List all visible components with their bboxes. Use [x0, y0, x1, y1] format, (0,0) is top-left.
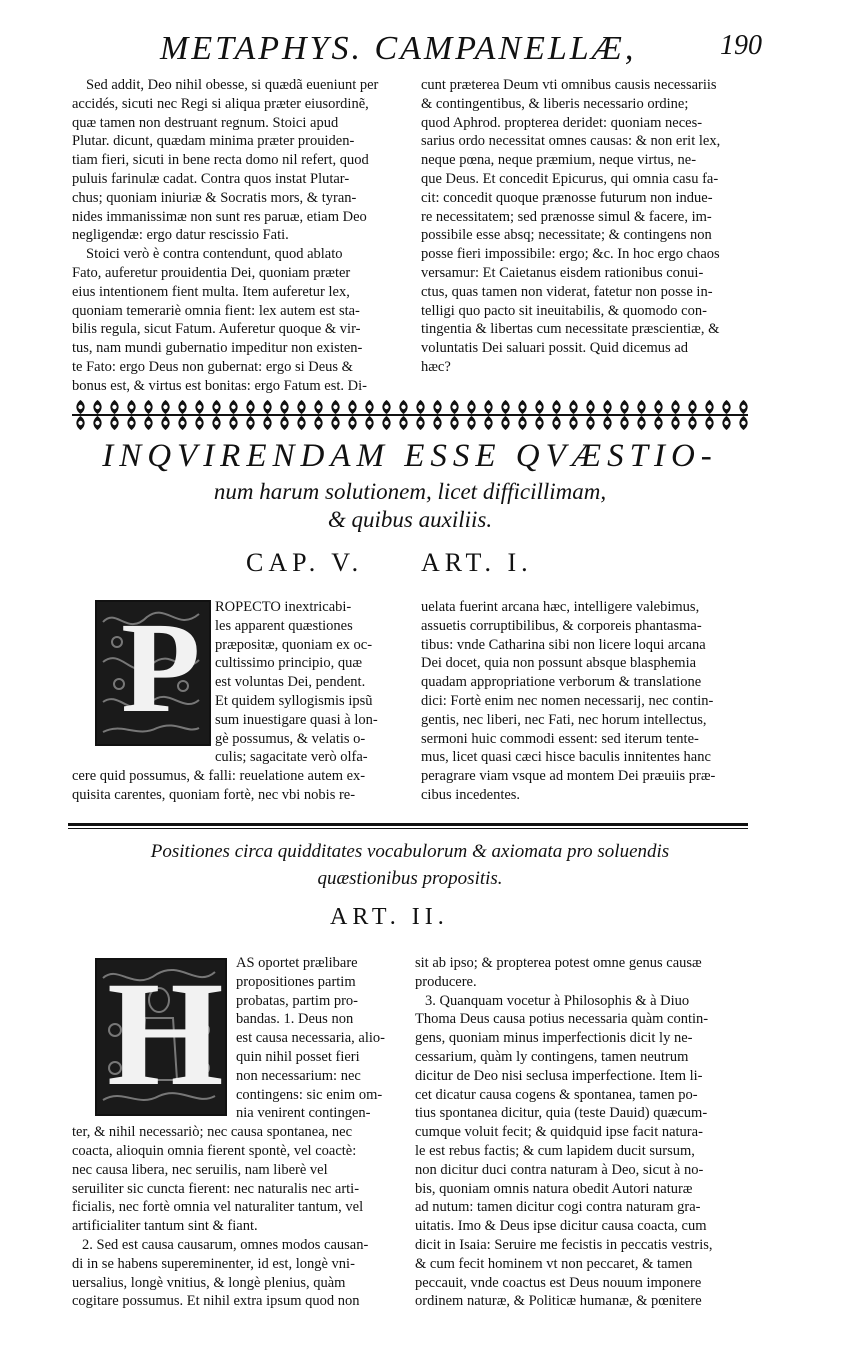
text-line: versamur: Et Caietanus eisdem rationibus conui-	[421, 264, 704, 281]
text-line: artificialiter tantum sint & fiant.	[72, 1218, 258, 1235]
text-line: præpositæ, quoniam ex oc-	[215, 636, 373, 653]
text-line: producere.	[415, 973, 477, 990]
text-line: eius intentionem fient multa. Item auferetur lex,	[72, 283, 350, 300]
text-line: bandas. 1. Deus non	[236, 1011, 354, 1028]
ornament-pattern	[72, 398, 748, 432]
text-line: dicit in Isaia: Seruire me fecistis in peccatis vestris,	[415, 1236, 713, 1253]
text-line: bonus est, & virtus est bonitas: ergo Fatum est. Di-	[72, 377, 367, 394]
text-line: tingentia & libertas cum necessitate præscientiæ, &	[421, 321, 720, 338]
text-line: Sed addit, Deo nihil obesse, si quædã eueniunt per	[86, 77, 379, 93]
text-line: ctus, quas tamen non viderat, fatetur non posse in-	[421, 283, 713, 300]
text-line: Stoici verò è contra contendunt, quod ablato	[86, 246, 343, 263]
text-line: tibus: vnde Catharina sibi non licere loqui arcana	[421, 636, 706, 653]
text-line: culis; sagacitate verò olfa-	[215, 749, 368, 766]
text-line: tius spontanea dicitur, quia (teste Dauid) quæcum-	[415, 1105, 708, 1122]
text-line: coacta, alioquin omnia fierent spontè, vel coactè:	[72, 1142, 357, 1159]
text-line: puluis farinulæ cadat. Contra quos instat Plutar-	[72, 170, 350, 187]
art2-title-line1: Positiones circa quidditates vocabulorum & axiomata pro soluendis	[150, 841, 670, 862]
text-line: gens, quoniam minus imperfectionis dicit ly ne-	[415, 1030, 693, 1047]
text-line: 3. Quanquam vocetur à Philosophis & à Diuo	[425, 992, 690, 1009]
text-line: cumque voluit fecit; & quidquid ipse facit natura-	[415, 1124, 703, 1141]
text-line: ad nutum: tamen dicitur cogi contra naturam gra-	[415, 1199, 701, 1216]
cap-label: CAP. V.	[246, 548, 364, 577]
text-line: di in se habens supereminenter, id est, longè vni-	[72, 1255, 355, 1272]
text-line: Fato, auferetur prouidentia Dei, quoniam præter	[72, 264, 351, 281]
text-line: gè possumus, & velatis o-	[215, 730, 366, 747]
text-line: chus; quoniam iniuriæ & Socratis mors, & tyran-	[72, 189, 357, 206]
text-line: & cum fecit hominem vt non peccaret, & tamen	[415, 1255, 693, 1272]
text-line: uersalius, longè vnitius, & longè plenius, quàm	[72, 1274, 346, 1291]
text-line: posse fieri impossibile: ergo; &c. In hoc ergo chaos	[421, 246, 720, 263]
text-line: cit: concedit quoque prænosse futurum non indue-	[421, 189, 713, 206]
text-line: nides immanissimæ non sunt res paruæ, etiam Deo	[72, 208, 367, 225]
chapter-subtitle-line1: num harum solutionem, licet difficillimam,	[213, 479, 607, 504]
art1-right-column	[421, 598, 753, 805]
text-line: cogitare possumus. Et nihil extra ipsum quod non	[72, 1293, 360, 1310]
ornamental-band	[72, 398, 748, 432]
text-line: tiam fieri, sicuti in bene recta domo nil refert, quod	[72, 152, 369, 169]
text-line: probatas, partim pro-	[236, 992, 359, 1009]
text-line: quod Aphrod. propterea deridet: quoniam neces-	[421, 114, 703, 131]
text-line: assuetis corruptibilibus, & corporeis phantasma-	[421, 617, 702, 634]
text-line: est causa necessaria, alio-	[236, 1030, 385, 1047]
text-line: te Fato: ergo Deus non gubernat: ergo si Deus &	[72, 358, 353, 375]
text-line: bis, quoniam omnis natura obedit Autori naturæ	[415, 1180, 693, 1197]
text-line: propositiones partim	[236, 973, 356, 990]
art2-left-column	[72, 951, 402, 1311]
text-line: seruiliter sic cuncta fierent: nec naturalis nec arti-	[72, 1180, 360, 1197]
art2-label: ART. II.	[330, 904, 449, 930]
chapter-subtitle-line2: & quibus auxiliis.	[327, 507, 493, 532]
text-line: uelata fuerint arcana hæc, intelligere valebimus,	[421, 599, 700, 615]
text-line: quæ tamen non destruant regnum. Stoici apud	[72, 114, 339, 131]
text-line: nia venirent contingen-	[236, 1105, 371, 1122]
text-line: Dei docet, quia non possunt absque blasphemia	[421, 655, 697, 672]
text-line: quoniam temerariè omnia fient: lex autem est sta-	[72, 302, 360, 319]
text-line: que Deus. Et concedit Epicurus, qui omnia casu fa-	[421, 170, 719, 187]
text-line: cibus incedentes.	[421, 786, 521, 803]
section-divider	[68, 823, 748, 826]
text-line: gentis, nec liberi, nec Fati, nec horum intellectus,	[421, 711, 707, 728]
text-line: voluntatis Dei saluari possit. Quid dicemus ad	[421, 340, 689, 357]
text-line: re necessitatem; sed prænosse simul & facere, im-	[421, 208, 712, 225]
section-divider-thin	[68, 828, 748, 829]
initial-letter-h: H	[107, 951, 224, 1117]
text-line: neque pœna, neque præmium, neque virtus, ne-	[421, 152, 697, 169]
text-line: Et quidem syllogismis ipsũ	[215, 692, 373, 709]
text-line: sermoni huic commodi essent: sed iterum tente-	[421, 730, 699, 747]
text-line: Plutar. dicunt, quædam minima præter prouiden-	[72, 133, 355, 150]
text-line: uitatis. Imo & Deus ipse dicitur causa coacta, cum	[415, 1218, 707, 1235]
text-line: ROPECTO inextricabi-	[215, 599, 352, 615]
text-line: est voluntas Dei, pendent.	[215, 674, 366, 691]
art1-left-column	[72, 598, 400, 805]
text-line: accidés, sicuti nec Regi si aliqua præter eiusordinẽ,	[72, 95, 369, 112]
chapter-subtitle	[60, 478, 760, 534]
running-head	[160, 30, 760, 70]
text-line: le est rebus factis; & cum lapidem ducit sursum,	[415, 1142, 695, 1159]
text-line: mus, licet quasi cæci hisce baculis innitentes hanc	[421, 749, 711, 766]
running-head-title: METAPHYS. CAMPANELLÆ,	[160, 30, 637, 67]
text-line: contingens: sic enim om-	[236, 1086, 383, 1103]
text-line: Thoma Deus causa potius necessaria quàm contin-	[415, 1011, 709, 1028]
text-line: sit ab ipso; & propterea potest omne genus causæ	[415, 955, 702, 971]
text-line: ficialis, nec fortè omnia vel naturaliter tantum, vel	[72, 1199, 364, 1216]
text-line: telligi quo pacto sit ineuitabilis, & quomodo con-	[421, 302, 707, 319]
text-line: dici: Fortè enim nec nomen necessarij, nec contin-	[421, 692, 714, 709]
text-line: quadam appropriatione verborum & translatione	[421, 674, 702, 691]
text-line: ter, & nihil necessariò; nec causa spontanea, nec	[72, 1124, 353, 1141]
text-line: sarius ordo necessitat omnes causas: & non erit lex,	[421, 133, 721, 150]
text-line: nec causa libera, nec seruilis, nam liberè vel	[72, 1161, 328, 1178]
top-right-column	[421, 76, 753, 377]
text-line: dicitur de Deo nisi seclusa imperfectione. Item li-	[415, 1067, 703, 1084]
text-line: 2. Sed est causa causarum, omnes modos causan-	[82, 1236, 369, 1253]
text-line: cessarium, quàm ly contingens, tamen neutrum	[415, 1048, 689, 1065]
text-line: AS oportet prælibare	[236, 955, 358, 971]
text-line: cere quid possumus, & falli: reuelatione autem ex-	[72, 768, 366, 785]
text-line: hæc?	[421, 358, 451, 375]
page-number: 190	[720, 30, 762, 61]
text-line: quisita carentes, quoniam fortè, nec vbi nobis re-	[72, 786, 356, 803]
text-line: possibile esse absq; necessitate; & contingens non	[421, 227, 712, 244]
chapter-title: INQVIRENDAM ESSE QVÆSTIO-	[102, 438, 718, 474]
text-line: les apparent quæstiones	[215, 617, 353, 634]
top-left-column	[72, 76, 402, 396]
text-line: & contingentibus, & liberis necessario ordine;	[421, 95, 689, 112]
text-line: cunt præterea Deum vti omnibus causis necessariis	[421, 77, 717, 93]
text-line: tus, nam mundi gubernatio impeditur non existen-	[72, 340, 363, 357]
text-line: cet dicatur causa cogens & spontanea, tamen po-	[415, 1086, 698, 1103]
text-line: sum inuestigare quasi à lon-	[215, 711, 378, 728]
text-line: peragrare viam vsque ad montem Dei præuiis præ-	[421, 768, 716, 785]
text-line: negligendæ: ergo datur rescissio Fati.	[72, 227, 289, 244]
text-line: quin nihil posset fieri	[236, 1048, 360, 1065]
art2-title-line2: quæstionibus propositis.	[317, 868, 503, 889]
art2-title	[70, 838, 750, 892]
text-line: cultissimo principio, quæ	[215, 655, 363, 672]
art2-right-column	[415, 954, 753, 1311]
text-line: non necessarium: nec	[236, 1067, 361, 1084]
art1-label: ART. I.	[421, 548, 533, 577]
text-line: ordinem naturæ, & Politicæ humanæ, & pœnitere	[415, 1293, 702, 1310]
initial-letter-p: P	[121, 596, 201, 740]
text-line: peccauit, vnde coactus est Deus nouum imponere	[415, 1274, 702, 1291]
text-line: bilis regula, sicut Fatum. Auferetur quoque & vir-	[72, 321, 361, 338]
text-line: non dicitur duci contra naturam à Deo, sicut à no-	[415, 1161, 704, 1178]
